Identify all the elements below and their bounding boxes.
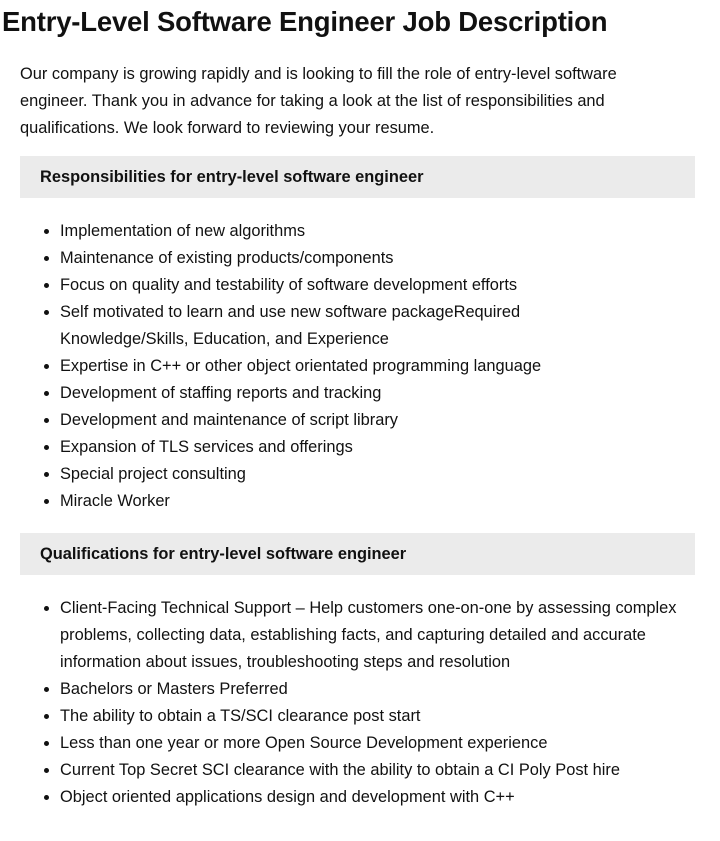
list-item: • Development of staffing reports and tracking — [60, 380, 696, 407]
list-item: • Self motivated to learn and use new software packageRequired Knowledge/Skills, Education, and Experience — [60, 299, 580, 353]
list-item: • Current Top Secret SCI clearance with the ability to obtain a CI Poly Post hire — [60, 757, 696, 784]
list-item: • Development and maintenance of script library — [60, 407, 696, 434]
qualifications-list — [0, 595, 696, 811]
list-item: • Focus on quality and testability of software development efforts — [60, 272, 696, 299]
list-item: • Object oriented applications design and development with C++ — [60, 784, 696, 811]
page-title: Entry-Level Software Engineer Job Description — [2, 6, 608, 37]
list-item: • Expertise in C++ or other object orientated programming language — [60, 353, 696, 380]
intro-paragraph: Our company is growing rapidly and is looking to fill the role of entry-level software engineer. Thank you in advance for taking a look at the list of responsibilities and qualifications. We look forward to reviewing your resume. — [20, 65, 617, 137]
qualifications-heading: Qualifications for entry-level software engineer — [20, 533, 695, 575]
list-item: • The ability to obtain a TS/SCI clearance post start — [60, 703, 696, 730]
responsibilities-list — [0, 218, 696, 515]
list-item: • Expansion of TLS services and offerings — [60, 434, 696, 461]
list-item: • Client-Facing Technical Support – Help customers one-on-one by assessing complex problems, collecting data, establishing facts, and capturing detailed and accurate information about issues, troubleshooting steps and resolution — [60, 595, 696, 676]
responsibilities-heading: Responsibilities for entry-level software engineer — [20, 156, 695, 198]
list-item: • Bachelors or Masters Preferred — [60, 676, 696, 703]
list-item: • Special project consulting — [60, 461, 696, 488]
list-item: • Miracle Worker — [60, 488, 696, 515]
list-item: • Less than one year or more Open Source Development experience — [60, 730, 696, 757]
list-item: • Maintenance of existing products/components — [60, 245, 696, 272]
list-item: • Implementation of new algorithms — [60, 218, 696, 245]
